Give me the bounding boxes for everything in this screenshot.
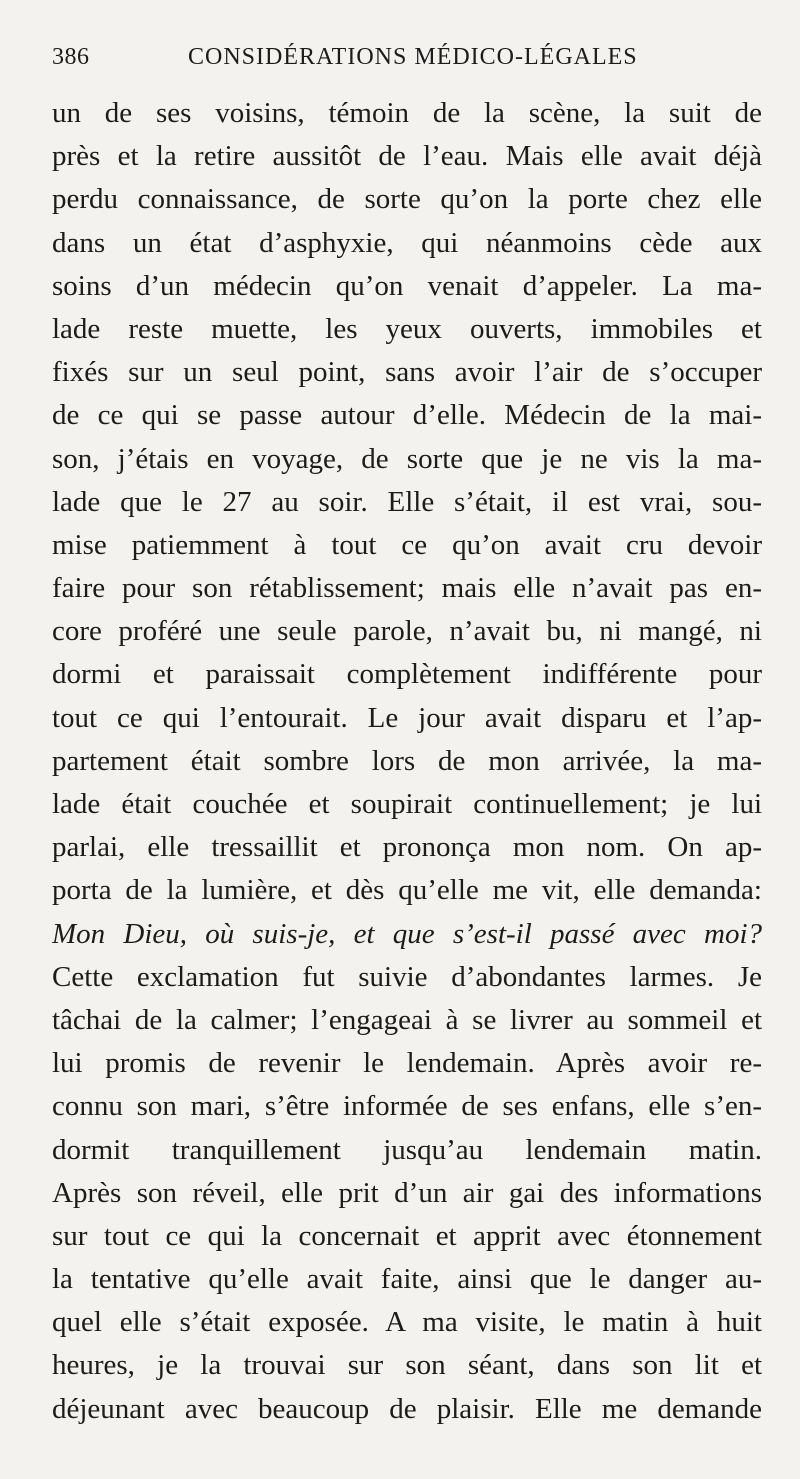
text-line: parlai, elle tressaillit et prononça mon nom. On ap-	[52, 831, 762, 864]
text-line: heures, je la trouvai sur son séant, dans son lit et	[52, 1349, 762, 1382]
text-line: dormit tranquillement jusqu’au lendemain matin.	[52, 1133, 762, 1166]
text-line: porta de la lumière, et dès qu’elle me vit, elle demanda:	[52, 874, 762, 907]
running-head	[52, 0, 762, 70]
text-line: la tentative qu’elle avait faite, ainsi que le danger au-	[52, 1263, 762, 1296]
text-line: faire pour son rétablissement; mais elle n’avait pas en-	[52, 572, 762, 605]
text-line: dans un état d’asphyxie, qui néanmoins cède aux	[52, 226, 762, 259]
text-line: mise patiemment à tout ce qu’on avait cru devoir	[52, 528, 762, 561]
page-number: 386	[52, 44, 90, 70]
text-line: un de ses voisins, témoin de la scène, la suit de	[52, 97, 762, 129]
text-line: partement était sombre lors de mon arrivée, la ma-	[52, 744, 762, 777]
text-line-italic: Mon Dieu, où suis-je, et que s’est-il passé avec moi?	[52, 917, 762, 950]
text-line: de ce qui se passe autour d’elle. Médecin de la mai-	[52, 399, 762, 432]
text-line: core proféré une seule parole, n’avait bu, ni mangé, ni	[52, 615, 762, 648]
text-line: quel elle s’était exposée. A ma visite, le matin à huit	[52, 1306, 762, 1339]
text-line: dormi et paraissait complètement indifférente pour	[52, 658, 762, 691]
text-line: soins d’un médecin qu’on venait d’appeler. La ma-	[52, 269, 762, 302]
text-line: lui promis de revenir le lendemain. Après avoir re-	[52, 1047, 762, 1080]
text-line: tâchai de la calmer; l’engageai à se livrer au sommeil et	[52, 1003, 762, 1036]
text-line: connu son mari, s’être informée de ses enfans, elle s’en-	[52, 1090, 762, 1123]
text-line: son, j’étais en voyage, de sorte que je ne vis la ma-	[52, 442, 762, 475]
text-line: Cette exclamation fut suivie d’abondantes larmes. Je	[52, 960, 762, 993]
text-line: lade était couchée et soupirait continuellement; je lui	[52, 788, 762, 820]
text-line: déjeunant avec beaucoup de plaisir. Elle me demande	[52, 1392, 762, 1425]
text-line: lade reste muette, les yeux ouverts, immobiles et	[52, 312, 762, 345]
body-text	[52, 92, 762, 1431]
text-line: Après son réveil, elle prit d’un air gai des informations	[52, 1176, 762, 1209]
text-line: fixés sur un seul point, sans avoir l’air de s’occuper	[52, 356, 762, 389]
text-line: tout ce qui l’entourait. Le jour avait disparu et l’ap-	[52, 701, 762, 734]
text-line: perdu connaissance, de sorte qu’on la porte chez elle	[52, 183, 762, 216]
running-title: CONSIDÉRATIONS MÉDICO-LÉGALES	[188, 44, 638, 70]
text-line: sur tout ce qui la concernait et apprit avec étonnement	[52, 1219, 762, 1252]
text-line: lade que le 27 au soir. Elle s’était, il est vrai, sou-	[52, 485, 762, 518]
text-line: près et la retire aussitôt de l’eau. Mais elle avait déjà	[52, 140, 762, 173]
